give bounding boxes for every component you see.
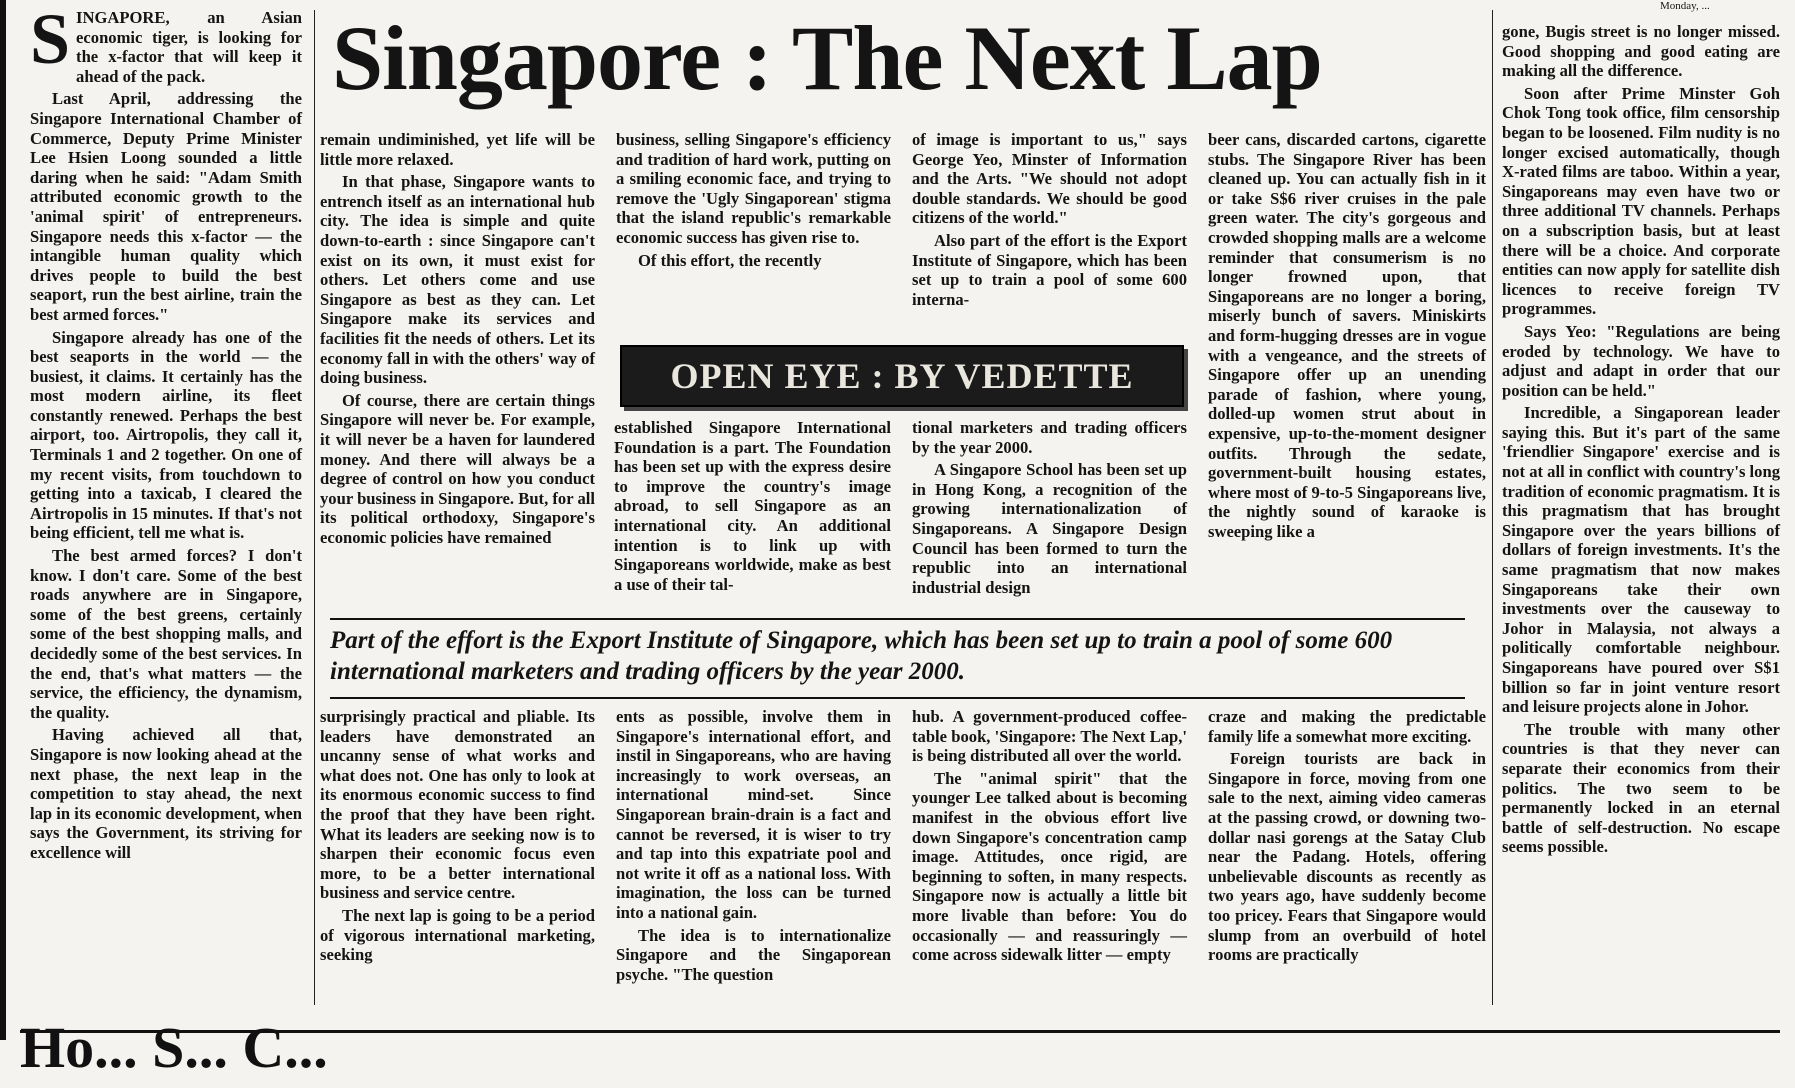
col3-paragraph: established Singapore International Foundation is a part. The Foundation has been set up with the express desire to improve the country's image abroad, to sell Singapore as an international city. An additional intention is to link up with Singaporeans worldwide, make as best a use of their tal- (614, 418, 891, 594)
lead-paragraph (30, 0, 302, 86)
col1-paragraph: Singapore already has one of the best seaports in the world — the busiest, it claims. It certainly has the most modern airline, its fleet constantly renewed. Perhaps the best airport, too. Airtropolis, they call it, Terminals 1 and 2 together. On one of my recent visits, from touchdown to getting into a taxicab, I cleared the Airtropolis in 15 minutes. If that's not being efficient, tell me what is. (30, 327, 302, 543)
col2-paragraph: In that phase, Singapore wants to entrench itself as an international hub city. The idea is simple and quite down-to-earth : since Singapore can't exist on its own, it must exist for others. Let others come and use Singapore as best as they can. Let Singapore make its services and facilities fit the needs of others. Let its economy fall in with the others' way of doing business. (320, 172, 595, 388)
col5-paragraph: Foreign tourists are back in Singapore in force, moving from one sale to the next, aiming video cameras at the passing crowd, or downing two-dollar nasi gorengs at the Satay Club near the Padang. Hotels, offering unbelievable discounts as recently as two years ago, have suddenly become too pricey. Fears that Singapore would slump from an overbuild of hotel rooms are practically (1208, 749, 1486, 965)
col4-paragraph: The "animal spirit" that the younger Lee talked about is becoming manifest in the obvious effort live down Singapore's concentration camp image. Attitudes, once rigid, are beginning to soften, in many respects. Singapore now is actually a little bit more livable than before: You do occasionally — and reassuringly — come across sidewalk litter — empty (912, 768, 1187, 965)
column-4-mid (912, 418, 1187, 614)
col2-paragraph: Of course, there are certain things Singapore will never be. For example, it will never be a haven for laundered money. And there will always be a degree of control on how you conduct your business in Singapore. But, for all its political orthodoxy, Singapore's economic policies have remained (320, 390, 595, 547)
col2-paragraph: surprisingly practical and pliable. Its leaders have demonstrated an uncanny sense of what works and what does not. One has only to look at its enormous economic success to find the proof that they have been right. What its leaders are seeking now is to sharpen their economic focus even more, to be a better international business and service centre. (320, 707, 595, 903)
col4-paragraph: hub. A government-produced coffee-table book, 'Singapore: The Next Lap,' is being distributed all over the world. (912, 707, 1187, 766)
column-3-mid (614, 418, 891, 614)
column-6 (1502, 22, 1780, 1008)
col6-paragraph: The trouble with many other countries is that they never can separate their economics from their politics. The two seem to be permanently locked in an eternal battle of self-destruction. No escape seems possible. (1502, 719, 1780, 857)
column-2-top (320, 130, 595, 618)
col2-paragraph: remain undiminished, yet life will be little more relaxed. (320, 130, 595, 169)
col6-paragraph: Soon after Prime Minster Goh Chok Tong took office, film censorship began to be loosened. Film nudity is no longer excised automatically, though X-rated films are taboo. Within a year, Singaporeans may even have two or three additional TV channels. Perhaps on a subscription basis, but at least there will be a choice. And corporate entities can now apply for satellite dish licences to receive foreign TV programmes. (1502, 83, 1780, 319)
column-1 (30, 0, 302, 1008)
col1-paragraph: Having achieved all that, Singapore is now looking ahead at the next phase, the next leap in the competition to stay ahead, the next lap in its economic development, when says the Government, its striving for excellence will (30, 725, 302, 862)
column-divider (1492, 10, 1493, 1005)
column-2-bottom (320, 707, 595, 1007)
pullquote-rule-top (330, 618, 1465, 620)
page-edge (0, 0, 6, 1040)
next-article-headline-cropped: Ho... S... C... (20, 1015, 328, 1080)
column-3-top (616, 130, 891, 330)
byline: OPEN EYE : BY VEDETTE (670, 356, 1134, 396)
column-4-bottom (912, 707, 1187, 1007)
col3-paragraph: Of this effort, the recently (638, 250, 822, 270)
col1-paragraph: Last April, addressing the Singapore International Chamber of Commerce, Deputy Prime Minister Lee Hsien Loong sounded a little daring when he said: "Adam Smith attributed economic growth to the 'animal spirit' of entrepreneurs. Singapore needs this x-factor — the intangible human quality which drives people to build the best seaport, run the best airline, train the best armed forces." (30, 89, 302, 324)
column-3-bottom (616, 707, 891, 1007)
col2-paragraph: The next lap is going to be a period of vigorous international marketing, seeking (320, 905, 595, 965)
col1-paragraph: The best armed forces? I don't know. I don't care. Some of the best roads anywhere are in Singapore, some of the best greens, certainly some of the best shopping malls, and decidedly some of the best services. In the end, that's what matters — the service, the efficiency, the dynamism, the quality. (30, 546, 302, 722)
pullquote: Part of the effort is the Export Institute of Singapore, which has been set up to train a pool of some 600 international marketers and trading officers by the year 2000. (330, 627, 1393, 685)
pullquote-rule-bottom (330, 697, 1465, 699)
col6-paragraph: gone, Bugis street is no longer missed. Good shopping and good eating are making all the difference. (1502, 22, 1780, 81)
col6-paragraph: Says Yeo: "Regulations are being eroded by technology. We have to adjust and adapt in order that our position can be held." (1502, 321, 1780, 400)
col6-paragraph: Incredible, a Singaporean leader saying this. But it's part of the same 'friendlier Singapore' exercise and is not at all in conflict with country's long tradition of economic pragmatism. It is this pragmatism that has brought Singapore over the years billions of dollars of foreign investments. It's the same pragmatism that now makes Singaporeans take their own investments over the causeway to Johor in Malaysia, not always a politically comfortable neighbour. Singaporeans have poured over S$1 billion so far in joint venture resort and leisure projects alone in Johor. (1502, 403, 1780, 717)
column-divider (314, 10, 315, 1005)
col4-paragraph: of image is important to us," says George Yeo, Minster of Information and the Arts. "We should not adopt double standards. We should be good citizens of the world." (912, 130, 1187, 228)
column-5-top (1208, 130, 1486, 618)
dropcap: S (30, 0, 71, 79)
col5-paragraph: beer cans, discarded cartons, cigarette stubs. The Singapore River has been cleaned up. You can actually fish in it or take S$6 river cruises in the pale green water. The city's gorgeous and crowded shopping malls are a welcome reminder that consumerism is no longer frowned upon, that Singaporeans are no longer a boring, miserly bunch of savers. Miniskirts and form-hugging dresses are in vogue with a vengeance, and the streets of Singapore offer up an unending parade of fashion, where young, dolled-up women strut about in expensive, up-to-the-moment designer outfits. Through the sedate, government-built housing estates, where most of 9-to-5 Singaporeans live, the nightly sound of karaoke is sweeping like a (1208, 130, 1486, 541)
col3-paragraph: business, selling Singapore's efficiency and tradition of hard work, putting on a smiling economic face, and trying to remove the 'Ugly Singaporean' stigma that the island republic's remarkable economic success has given rise to. (616, 130, 891, 247)
col5-paragraph: craze and making the predictable family life a somewhat more exciting. (1208, 707, 1486, 746)
lead-text: INGAPORE, an Asian economic tiger, is looking for the x-factor that will keep it ahead of the pack. (76, 8, 302, 86)
col4-paragraph: tional marketers and trading officers by the year 2000. (912, 418, 1187, 457)
col4-paragraph: Also part of the effort is the Export Institute of Singapore, which has been set up to train a pool of some 600 interna- (912, 230, 1187, 309)
top-strip: Monday, ... (1660, 0, 1710, 12)
column-5-bottom (1208, 707, 1486, 1007)
column-4-top (912, 130, 1187, 330)
byline-box (620, 345, 1184, 407)
col3-paragraph: The idea is to internationalize Singapore and the Singaporean psyche. "The question (616, 925, 891, 984)
headline: Singapore : The Next Lap (332, 7, 1322, 109)
col3-paragraph: ents as possible, involve them in Singapore's international effort, and instil in Singaporeans, who are having increasingly to work overseas, an international mind-set. Since Singaporean brain-drain is a fact and cannot be reversed, it is wiser to try and tap into this expatriate pool and not write it off as a national loss. With imagination, the loss can be turned into a national gain. (616, 707, 891, 922)
col4-paragraph: A Singapore School has been set up in Hong Kong, a recognition of the growing internationalization of Singaporeans. A Singapore Design Council has been formed to turn the republic into an international industrial design (912, 460, 1187, 597)
